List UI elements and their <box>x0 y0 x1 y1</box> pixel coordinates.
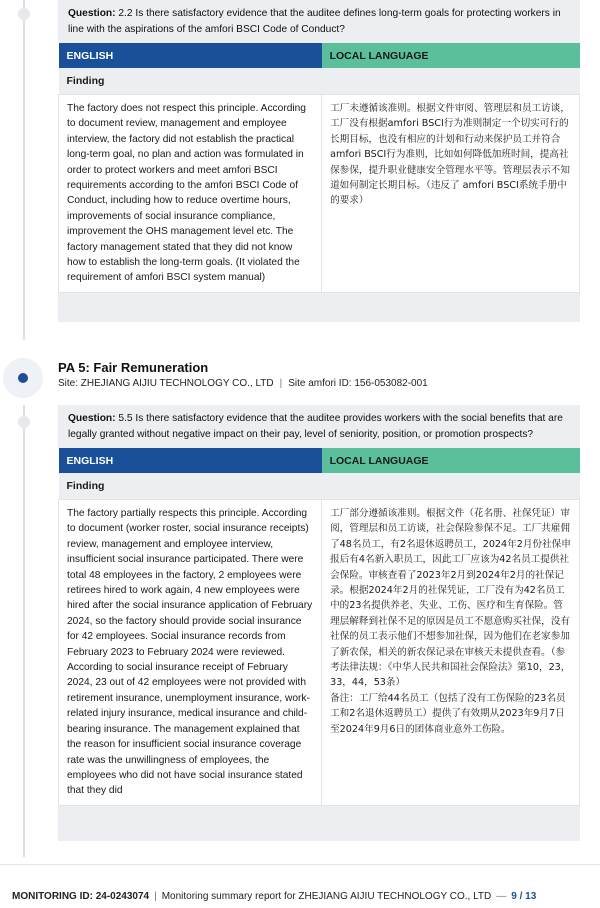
timeline-line-top <box>23 0 25 340</box>
finding-english: The factory does not respect this principle. According to document review, management and employee interview, the factory did not establish the practical long-term goal, no plan and action was formulated in order to protect workers and meet amfori BSCI requirements according to the amfori BSCI Code of Conduct, including how to reduce overtime hours, improvements of social insurance compliance, improvement the OHS management level etc. The factory management stated that they did not know how to establish the long-term goals. (It violated the requirement of amfori BSCI system manual) <box>59 95 322 293</box>
report-title: Monitoring summary report for ZHEJIANG AIJIU TECHNOLOGY CO., LTD <box>161 891 492 902</box>
column-english: ENGLISH <box>59 43 322 68</box>
question-text <box>58 405 580 448</box>
question-text <box>58 0 580 43</box>
finding-label: Finding <box>59 68 580 95</box>
footer-dash: — <box>496 891 507 902</box>
monitoring-id: MONITORING ID: 24-0243074 <box>12 891 150 902</box>
page-number: 9 / 13 <box>511 891 537 902</box>
question-body: 5.5 Is there satisfactory evidence that the auditee provides workers with the social benefits that are legally granted without negative impact on their pay, level of seniority, position, or promotion prospects? <box>68 413 563 440</box>
timeline-dot-icon <box>18 416 30 428</box>
question-card-2-2 <box>58 0 580 322</box>
finding-table <box>58 43 580 293</box>
finding-english: The factory partially respects this principle. According to document (worker roster, social insurance receipts) review, management and employee interview, insufficient social insurance participated. There were total 48 employees in the factory, 2 employees were retirees hired to work again, 4 new employees were hired after the social insurance application of February 2024, so the factory should provide social insurance for 42 employees. Social insurance records from February 2023 to February 2024 were reviewed. According to social insurance receipt of February 2024, 23 out of 42 employees were not provided with retirement insurance, unemployment insurance, work-related injury insurance, medical insurance and child-bearing insurance. The management explained that the reason for insufficient social insurance coverage rate was the unwillingness of employees, the employees who did not have social insurance stated that they did <box>59 500 322 806</box>
site-separator: | <box>279 378 283 389</box>
finding-table <box>58 448 580 806</box>
page-footer <box>12 891 536 902</box>
timeline-dot-icon <box>18 8 30 20</box>
site-name: Site: ZHEJIANG AIJIU TECHNOLOGY CO., LTD <box>58 378 274 389</box>
column-english: ENGLISH <box>59 448 322 473</box>
column-local-language: LOCAL LANGUAGE <box>322 43 580 68</box>
question-body: 2.2 Is there satisfactory evidence that the auditee defines long-term goals for protecting workers in line with the aspirations of the amfori BSCI Code of Conduct? <box>68 8 561 35</box>
question-label: Question: <box>68 8 116 19</box>
finding-local: 工厂未遵循该准则。根据文件审阅、管理层和员工访谈，工厂没有根据amfori BSCI行为准则制定一个切实可行的长期目标，也没有相应的计划和行动来保护员工并符合amfori BSCI行为准则，比如如何降低加班时间，提高社保参保，提升职业健康安全管理水平等。管理层表示不知道如何制定长期目标。（违反了 amfori BSCI系统手册中的要求） <box>322 95 580 293</box>
timeline-line-bottom <box>23 405 25 857</box>
footer-divider <box>0 864 600 865</box>
section-site-info <box>58 378 428 389</box>
question-label: Question: <box>68 413 116 424</box>
section-marker-icon <box>3 358 43 398</box>
finding-label: Finding <box>59 473 580 500</box>
question-card-5-5 <box>58 405 580 841</box>
column-local-language: LOCAL LANGUAGE <box>322 448 580 473</box>
section-title: PA 5: Fair Remuneration <box>58 360 209 375</box>
site-amfori-id: Site amfori ID: 156-053082-001 <box>288 378 428 389</box>
footer-separator: | <box>154 891 157 902</box>
finding-local: 工厂部分遵循该准则。根据文件（花名册、社保凭证）审阅，管理层和员工访谈，社会保险参保不足。工厂共雇佣了48名员工，有2名退休返聘员工，2024年2月份社保申报后有4名新入职员工，因此工厂应该为42名员工提供社会保险。审核查看了2023年2月到2024年2月的社保记录。根据2024年2月的社保凭证，工厂没有为42名员工中的23名提供养老、失业、工伤、医疗和生育保险。管理层解释到社保不足的原因是员工不愿意购买社保，没有社保的员工表示他们不想参加社保，因为他们在老家参加了新农保，相关的新农保记录在审核天未提供查看。（参考法律法规：《中华人民共和国社会保险法》第10，23，33，44，53条） 备注：工厂给44名员工（包括了没有工伤保险的23名员工和2名退休返聘员工）提供了有效期从2023年9月7日至2024年9月6日的团体商业意外工伤险。 <box>322 500 580 806</box>
